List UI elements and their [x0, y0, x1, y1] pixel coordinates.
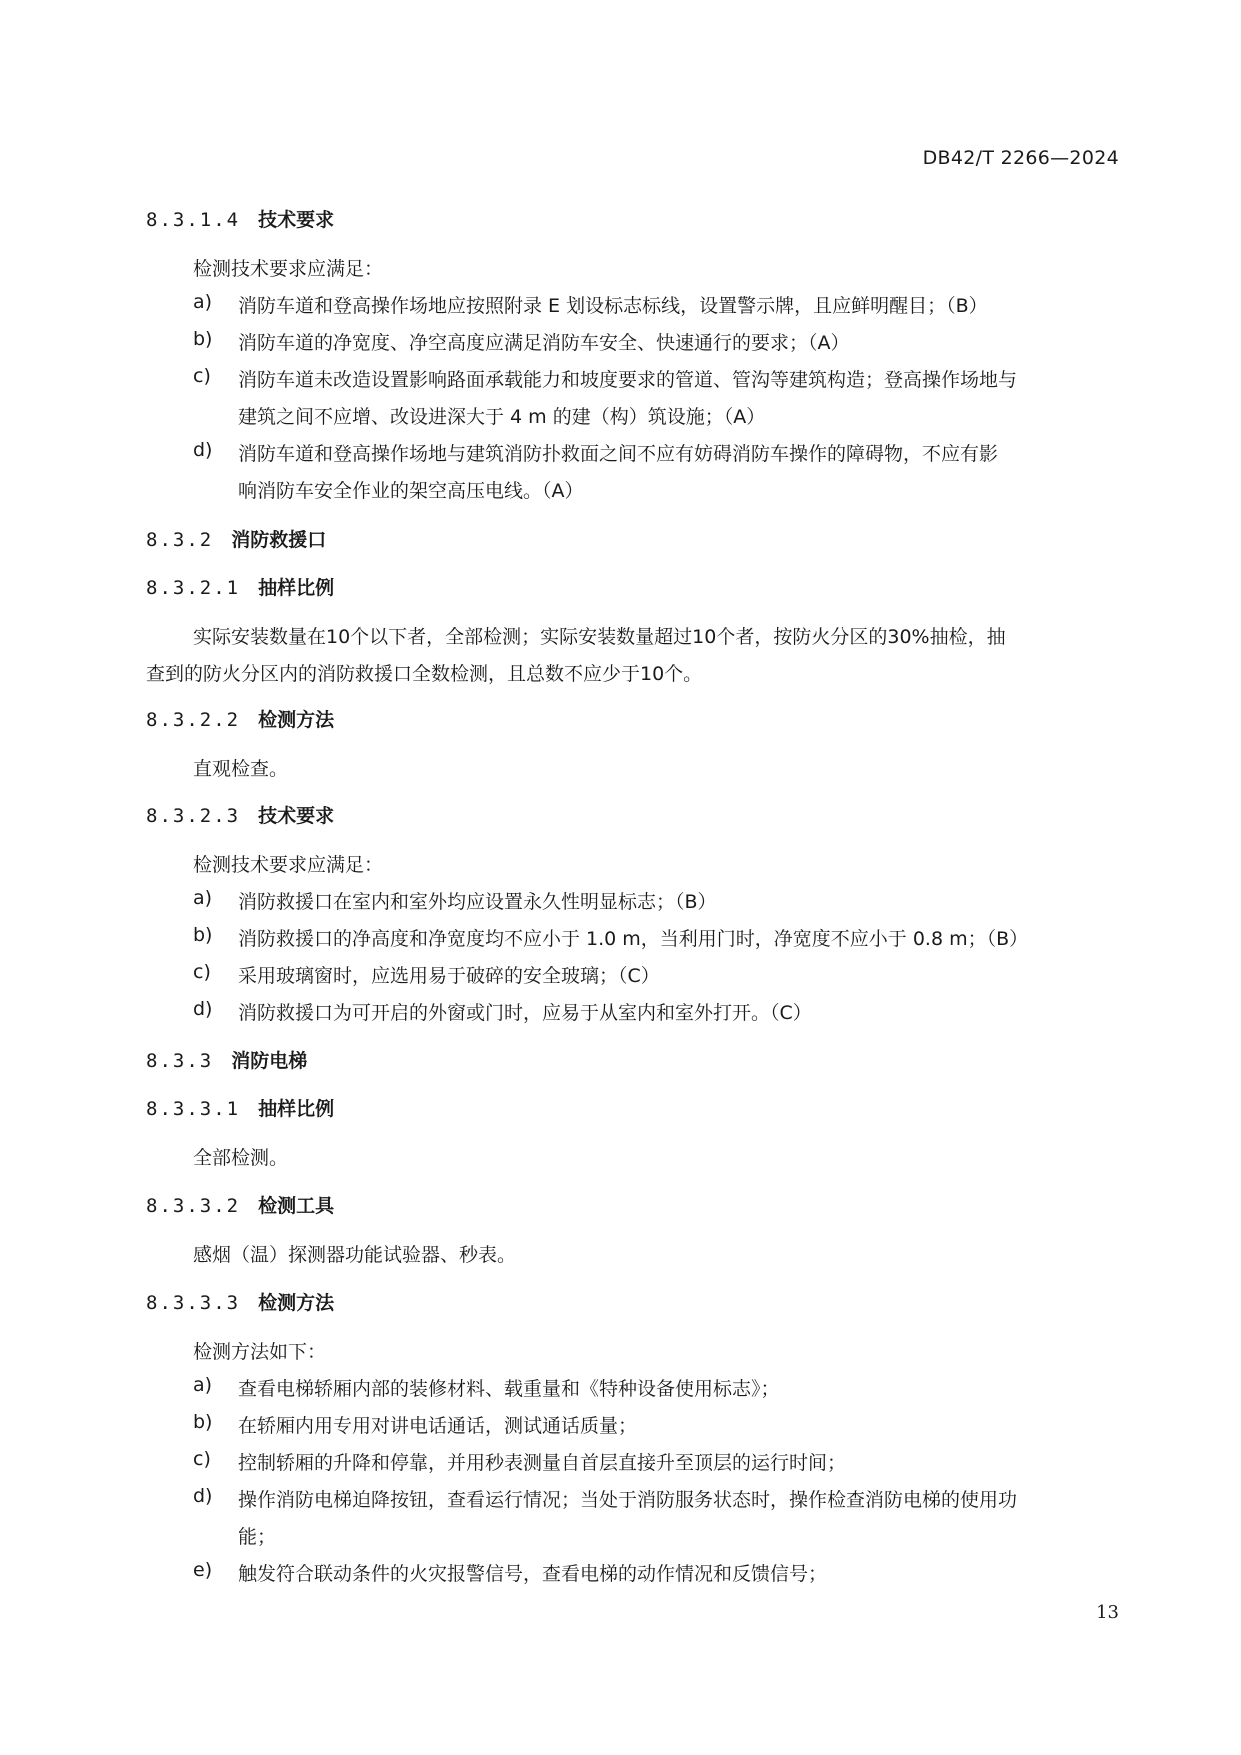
- list-marker: b): [193, 1411, 213, 1433]
- list-marker: a): [193, 1374, 213, 1396]
- section-number: 8.3.3.1: [146, 1098, 241, 1120]
- list-marker: c): [193, 1448, 211, 1470]
- section-number: 8.3.2.3: [146, 805, 241, 827]
- list-marker: a): [193, 291, 213, 313]
- section-title: 技术要求: [258, 209, 335, 231]
- list-marker: d): [193, 1485, 213, 1507]
- section-title: 检测方法: [258, 1292, 335, 1314]
- list-marker: c): [193, 365, 211, 387]
- list-text: 在轿厢内用专用对讲电话通话，测试通话质量；: [238, 1415, 638, 1437]
- section-intro: 检测技术要求应满足：: [193, 258, 384, 280]
- section-heading-8-3-2-1: [146, 573, 334, 600]
- list-text: 消防车道未改造设置影响路面承载能力和坡度要求的管道、管沟等建筑构造；登高操作场地与: [238, 369, 1018, 391]
- list-text: 消防救援口的净高度和净宽度均不应小于 1.0 m，当利用门时，净宽度不应小于 0.8 m；（B）: [238, 928, 1029, 950]
- list-text: 查看电梯轿厢内部的装修材料、载重量和《特种设备使用标志》；: [238, 1378, 780, 1400]
- section-title: 消防救援口: [231, 529, 327, 551]
- section-intro: 检测技术要求应满足：: [193, 854, 384, 876]
- section-number: 8.3.3.3: [146, 1292, 241, 1314]
- section-title: 技术要求: [258, 805, 335, 827]
- paragraph: 全部检测。: [193, 1147, 289, 1169]
- section-title: 消防电梯: [231, 1050, 308, 1072]
- list-marker: d): [193, 439, 213, 461]
- list-text: 操作消防电梯迫降按钮，查看运行情况；当处于消防服务状态时，操作检查消防电梯的使用功: [238, 1489, 1018, 1511]
- paragraph-line: 查到的防火分区内的消防救援口全数检测，且总数不应少于10个。: [146, 663, 703, 685]
- paragraph: 直观检查。: [193, 758, 289, 780]
- section-number: 8.3.3.2: [146, 1195, 241, 1217]
- list-text: 消防车道和登高操作场地与建筑消防扑救面之间不应有妨碍消防车操作的障碍物，不应有影: [238, 443, 999, 465]
- section-number: 8.3.3: [146, 1050, 214, 1072]
- section-title: 抽样比例: [258, 1098, 335, 1120]
- list-marker: d): [193, 998, 213, 1020]
- list-text: 触发符合联动条件的火灾报警信号，查看电梯的动作情况和反馈信号；: [238, 1563, 828, 1585]
- section-intro: 检测方法如下：: [193, 1341, 327, 1363]
- list-text: 消防车道和登高操作场地应按照附录 E 划设标志标线，设置警示牌，且应鲜明醒目；（B）: [238, 295, 988, 317]
- list-marker: b): [193, 924, 213, 946]
- section-title: 检测工具: [258, 1195, 335, 1217]
- list-text-continuation: 建筑之间不应增、改设进深大于 4 m 的建（构）筑设施；（A）: [238, 406, 766, 428]
- list-text: 采用玻璃窗时，应选用易于破碎的安全玻璃；（C）: [238, 965, 660, 987]
- section-heading-8-3-2: [146, 525, 326, 552]
- section-heading-8-3-1-4: [146, 205, 334, 232]
- section-number: 8.3.2.2: [146, 709, 241, 731]
- section-title: 检测方法: [258, 709, 335, 731]
- list-text-continuation: 能；: [238, 1526, 277, 1548]
- list-text-continuation: 响消防车安全作业的架空高压电线。（A）: [238, 480, 584, 502]
- section-number: 8.3.1.4: [146, 209, 241, 231]
- section-number: 8.3.2.1: [146, 577, 241, 599]
- page-number: 13: [1096, 1602, 1119, 1623]
- section-heading-8-3-2-2: [146, 705, 334, 732]
- list-marker: c): [193, 961, 211, 983]
- paragraph: 感烟（温）探测器功能试验器、秒表。: [193, 1244, 517, 1266]
- section-heading-8-3-3-1: [146, 1094, 334, 1121]
- section-number: 8.3.2: [146, 529, 214, 551]
- section-heading-8-3-3-2: [146, 1191, 334, 1218]
- document-code-header: DB42/T 2266—2024: [922, 147, 1119, 169]
- section-heading-8-3-3-3: [146, 1288, 334, 1315]
- list-marker: a): [193, 887, 213, 909]
- list-text: 控制轿厢的升降和停靠，并用秒表测量自首层直接升至顶层的运行时间；: [238, 1452, 847, 1474]
- list-text: 消防救援口在室内和室外均应设置永久性明显标志；（B）: [238, 891, 717, 913]
- paragraph-line: 实际安装数量在10个以下者，全部检测；实际安装数量超过10个者，按防火分区的30%抽检，抽: [193, 626, 1006, 648]
- list-text: 消防救援口为可开启的外窗或门时，应易于从室内和室外打开。（C）: [238, 1002, 812, 1024]
- section-heading-8-3-3: [146, 1046, 307, 1073]
- list-marker: e): [193, 1559, 213, 1581]
- section-heading-8-3-2-3: [146, 801, 334, 828]
- list-text: 消防车道的净宽度、净空高度应满足消防车安全、快速通行的要求；（A）: [238, 332, 850, 354]
- list-marker: b): [193, 328, 213, 350]
- section-title: 抽样比例: [258, 577, 335, 599]
